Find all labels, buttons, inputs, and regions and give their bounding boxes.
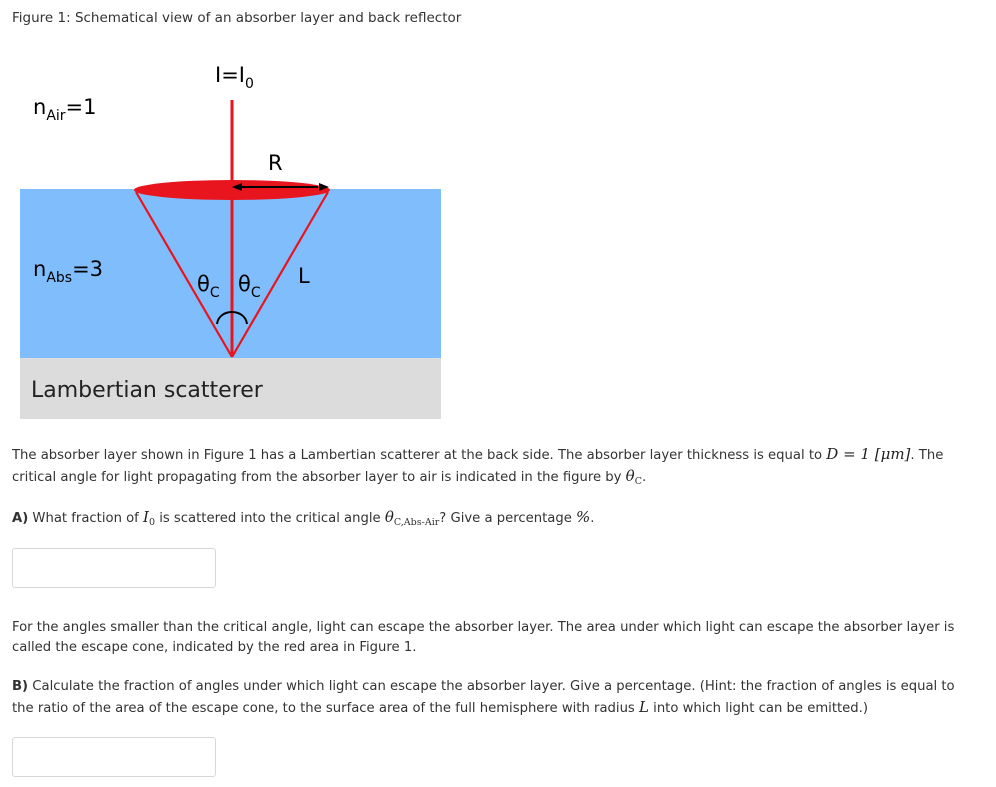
intro-paragraph: The absorber layer shown in Figure 1 has a Lambertian scatterer at the back side. The absorber layer thickness is equal to D = 1 [μm]. The critical angle for light propagating from the absorber layer to air is indicated in the figure by $\theta_C$. <box>12 445 944 487</box>
intensity-label: $I=I_0$ <box>215 63 254 92</box>
theta-c-left-label: $\theta_C$ <box>197 272 220 301</box>
figure-caption: Figure 1: Schematical view of an absorber layer and back reflector <box>12 10 462 26</box>
question-a-text: A) What fraction of $I_0$ is scattered into the critical angle $\theta_{C,Abs-Air}$? Give a percentage %. <box>12 508 595 528</box>
radius-label: R <box>268 151 283 175</box>
escape-cone-disk <box>134 180 330 200</box>
scatterer-label: Lambertian scatterer <box>31 378 263 403</box>
absorber-figure <box>0 0 460 425</box>
theta-c-right-label: $\theta_C$ <box>238 272 261 301</box>
n-air-label: $n_{Air}=1$ <box>33 95 97 124</box>
escape-cone-paragraph: For the angles smaller than the critical angle, light can escape the absorber layer. The area under which light can escape the absorber layer is called the escape cone, indicated by the red area in Figure 1. <box>12 620 955 655</box>
answer-a-input[interactable] <box>12 548 216 588</box>
length-label: L <box>298 264 310 288</box>
n-abs-label: $n_{Abs}=3$ <box>33 257 104 286</box>
answer-b-input[interactable] <box>12 737 216 777</box>
question-b-text: B) Calculate the fraction of angles under which light can escape the absorber layer. Give a percentage. (Hint: the fraction of angles is equal to the ratio of the area of the escape cone, to the surface area of the full hemisphere with radius L into which light can be emitted.) <box>12 679 955 716</box>
